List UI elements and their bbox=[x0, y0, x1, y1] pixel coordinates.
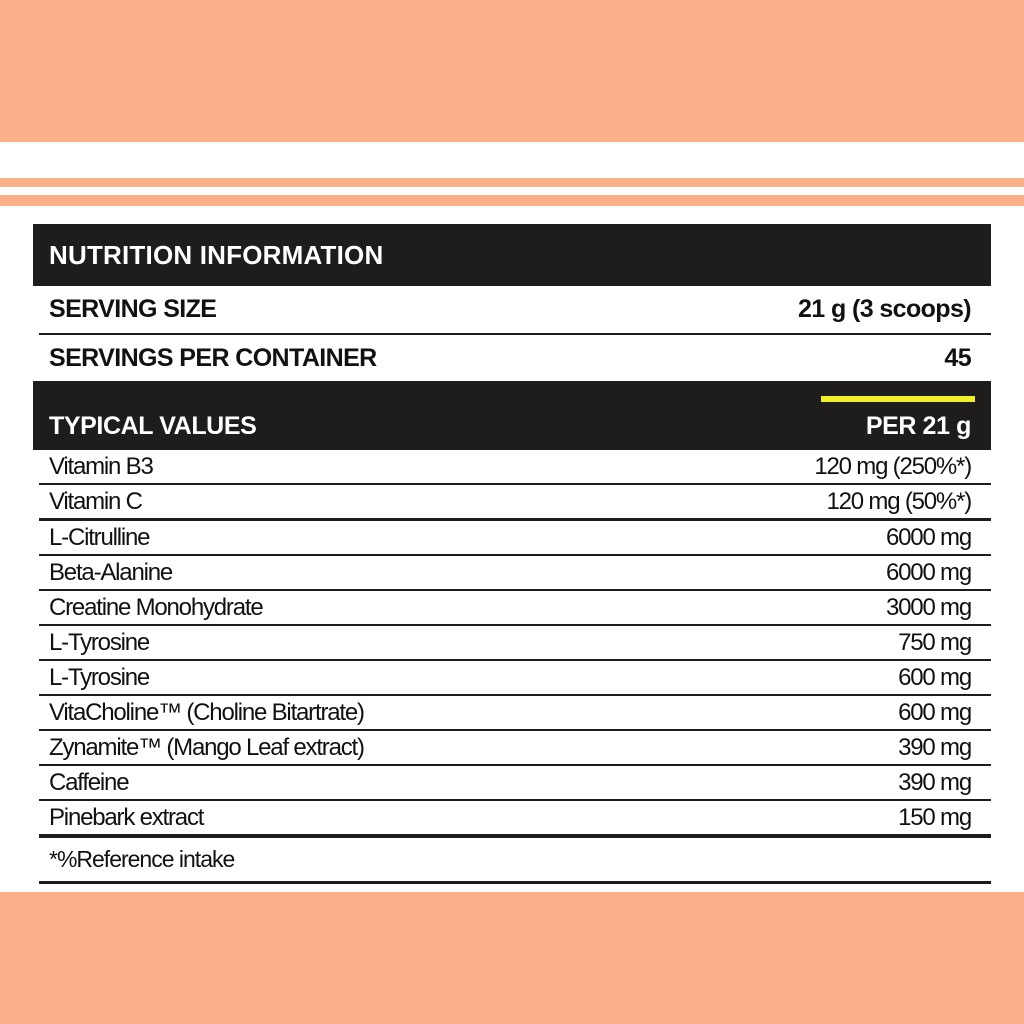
nutrient-name: Caffeine bbox=[49, 768, 129, 796]
nutrient-row bbox=[39, 801, 991, 838]
nutrient-amount: 750 mg bbox=[898, 628, 971, 656]
nutrient-amount: 390 mg bbox=[898, 733, 971, 761]
nutrient-amount: 6000 mg bbox=[886, 523, 971, 551]
nutrient-row bbox=[39, 696, 991, 731]
footnote-text: *%Reference intake bbox=[49, 846, 235, 872]
nutrient-amount: 150 mg bbox=[898, 803, 971, 831]
nutrient-row bbox=[39, 626, 991, 661]
nutrient-amount: 390 mg bbox=[898, 768, 971, 796]
typical-values-label: TYPICAL VALUES bbox=[49, 412, 257, 440]
nutrient-row bbox=[39, 450, 991, 485]
nutrient-name: L-Tyrosine bbox=[49, 663, 150, 691]
nutrient-row bbox=[39, 521, 991, 556]
nutrient-name: L-Tyrosine bbox=[49, 628, 150, 656]
nutrient-name: Vitamin C bbox=[49, 487, 142, 515]
top-color-band bbox=[0, 0, 1024, 142]
nutrient-row bbox=[39, 766, 991, 801]
nutrient-row bbox=[39, 485, 991, 521]
per-serving-label: PER 21 g bbox=[865, 412, 971, 440]
nutrient-row bbox=[39, 661, 991, 696]
nutrient-amount: 120 mg (250%*) bbox=[814, 452, 971, 480]
nutrient-name: Creatine Monohydrate bbox=[49, 593, 263, 621]
nutrient-amount: 6000 mg bbox=[886, 558, 971, 586]
servings-per-container-value: 45 bbox=[944, 343, 971, 372]
nutrient-name: Beta-Alanine bbox=[49, 558, 173, 586]
nutrient-amount: 600 mg bbox=[898, 663, 971, 691]
accent-line bbox=[821, 396, 975, 402]
servings-per-container-label: SERVINGS PER CONTAINER bbox=[49, 343, 377, 372]
nutrient-amount: 3000 mg bbox=[886, 593, 971, 621]
reference-intake-footnote bbox=[39, 838, 991, 884]
nutrient-table bbox=[39, 450, 991, 838]
nutrition-title-bar bbox=[33, 224, 991, 286]
nutrient-name: Zynamite™ (Mango Leaf extract) bbox=[49, 733, 364, 761]
typical-values-header bbox=[33, 381, 991, 450]
bottom-color-band bbox=[0, 892, 1024, 1024]
decorative-stripe bbox=[0, 195, 1024, 206]
nutrient-name: Vitamin B3 bbox=[49, 452, 153, 480]
serving-size-label: SERVING SIZE bbox=[49, 295, 217, 323]
nutrition-title: NUTRITION INFORMATION bbox=[49, 239, 384, 270]
nutrient-amount: 600 mg bbox=[898, 698, 971, 726]
nutrient-name: L-Citrulline bbox=[49, 523, 150, 551]
nutrient-name: VitaCholine™ (Choline Bitartrate) bbox=[49, 698, 364, 726]
nutrient-name: Pinebark extract bbox=[49, 803, 204, 831]
nutrient-row bbox=[39, 591, 991, 626]
decorative-stripe bbox=[0, 178, 1024, 187]
nutrition-panel bbox=[33, 224, 991, 884]
serving-size-row bbox=[39, 286, 991, 335]
nutrient-row bbox=[39, 731, 991, 766]
nutrient-row bbox=[39, 556, 991, 591]
servings-per-container-row bbox=[39, 335, 991, 381]
nutrient-amount: 120 mg (50%*) bbox=[826, 487, 971, 515]
serving-size-value: 21 g (3 scoops) bbox=[798, 295, 971, 323]
